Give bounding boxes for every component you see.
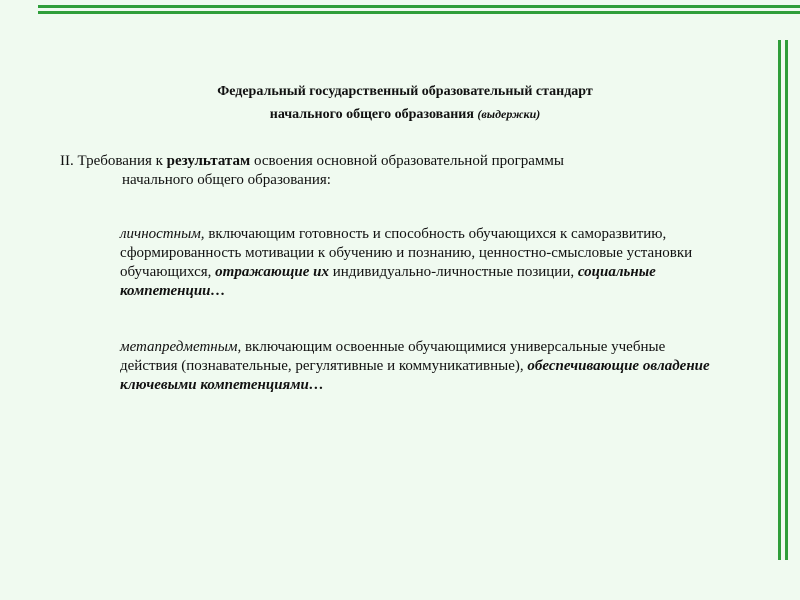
meta-term: метапредметным, xyxy=(120,339,242,355)
personal-emphasis-1: отражающие их xyxy=(215,264,329,280)
right-decorative-bar xyxy=(785,40,788,560)
section-prefix: II. Требования к xyxy=(60,153,167,169)
title-line-1: Федеральный государственный образовательный стандарт xyxy=(217,84,593,99)
title-note: (выдержки) xyxy=(477,107,541,121)
section-rest: освоения основной образовательной программы xyxy=(250,153,564,169)
meta-text: включающим освоенные обучающимися универсальные учебные действия (познавательные, регулятивные и коммуникативные), xyxy=(120,339,666,374)
meta-emphasis: обеспечивающие овладение ключевыми компетенциями… xyxy=(120,358,710,393)
section-line-2: начального общего образования: xyxy=(122,172,331,188)
meta-results-paragraph xyxy=(120,338,710,395)
right-decorative-bar xyxy=(778,40,781,560)
personal-text: включающим готовность и способность обучающихся к саморазвитию, сформированность мотивации к обучению и познанию, ценностно-смысловые установки обучающихся, xyxy=(120,226,693,280)
top-decorative-bar xyxy=(38,5,800,8)
section-heading xyxy=(60,152,710,190)
title-line-2 xyxy=(120,103,690,126)
slide-title xyxy=(120,80,690,126)
section-bold-term: результатам xyxy=(166,153,251,169)
personal-emphasis-2: социальные компетенции… xyxy=(120,264,656,299)
personal-text-2: индивидуально-личностные позиции, xyxy=(328,264,578,280)
top-decorative-bar xyxy=(38,11,800,14)
title-line-2-text: начального общего образования xyxy=(269,107,474,122)
personal-results-paragraph xyxy=(120,225,710,301)
personal-term: личностным, xyxy=(120,226,205,242)
